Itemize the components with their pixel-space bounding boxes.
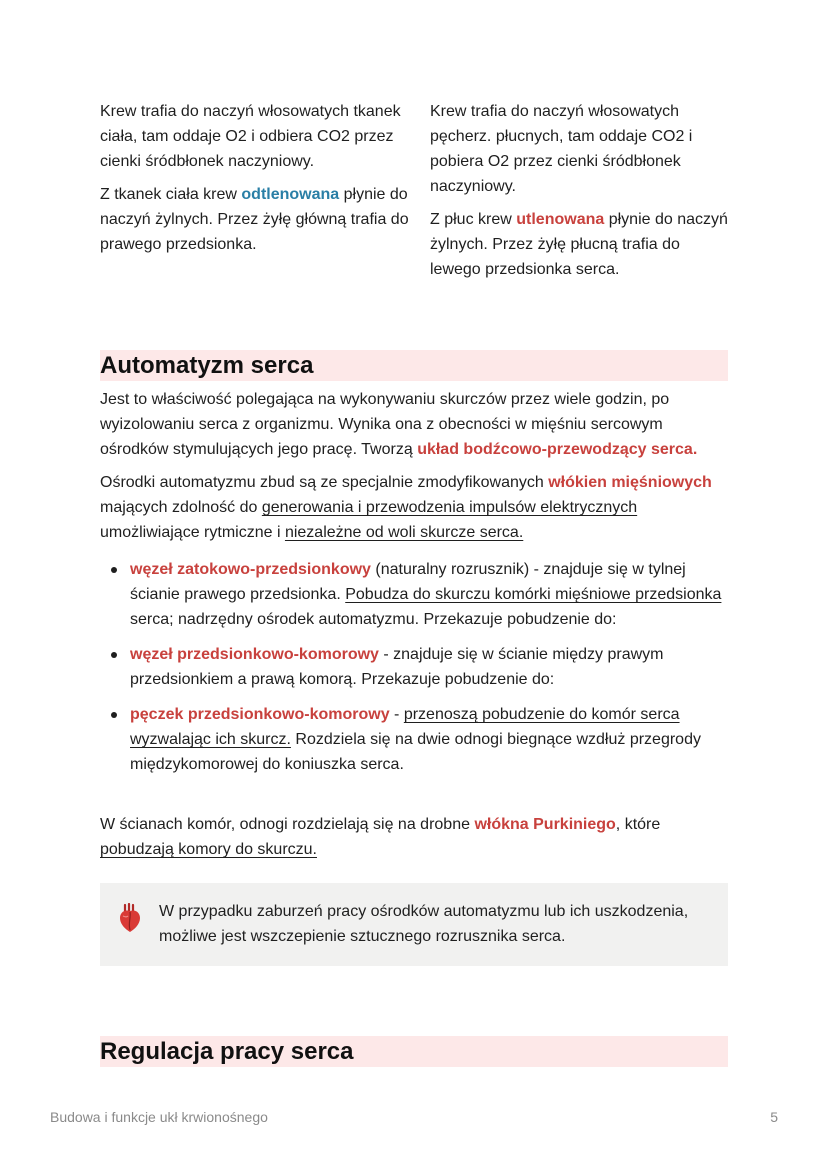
info-callout bbox=[100, 883, 728, 966]
page-number: 5 bbox=[770, 1109, 778, 1125]
page-footer bbox=[50, 1109, 778, 1125]
callout-text: W przypadku zaburzeń pracy ośrodków automatyzmu lub ich uszkodzenia, możliwe jest wszczepienie sztucznego rozrusznika serca. bbox=[159, 903, 689, 945]
left-paragraph-2: Z tkanek ciała krew odtlenowana płynie do naczyń żylnych. Przez żyłę główną trafia do prawego przedsionka. bbox=[100, 186, 409, 253]
list-item-sa-node: węzeł zatokowo-przedsionkowy (naturalny rozrusznik) - znajduje się w tylnej ścianie prawego przedsionka. Pobudza do skurczu komórki mięśniowe przedsionka serca; nadrzędny ośrodek automatyzmu. Przekazuje pobudzenie do: bbox=[100, 557, 728, 632]
muscle-fibers-term: włókien mięśniowych bbox=[548, 474, 712, 491]
systemic-circulation-column bbox=[100, 99, 430, 282]
anatomical-heart-icon bbox=[118, 903, 142, 933]
right-paragraph-2: Z płuc krew utlenowana płynie do naczyń żylnych. Przez żyłę płucną trafia do lewego przedsionka serca. bbox=[430, 211, 728, 278]
oxygenated-term: utlenowana bbox=[516, 211, 605, 228]
pulmonary-circulation-column bbox=[430, 99, 728, 282]
deoxygenated-term: odtlenowana bbox=[241, 186, 340, 203]
left-paragraph-1: Krew trafia do naczyń włosowatych tkanek ciała, tam oddaje O2 i odbiera CO2 przez cienki śródbłonek naczyniowy. bbox=[100, 103, 401, 170]
purkinje-paragraph: W ścianach komór, odnogi rozdzielają się na drobne włókna Purkiniego, które pobudzają komory do skurczu. bbox=[100, 816, 661, 858]
purkinje-term: włókna Purkiniego bbox=[474, 816, 616, 833]
underlined-phrase: niezależne od woli skurcze serca. bbox=[284, 524, 524, 541]
intro-paragraph-2: Ośrodki automatyzmu zbud są ze specjalnie zmodyfikowanych włókien mięśniowych mających zdolność do generowania i przewodzenia impulsów elektrycznych umożliwiające rytmiczne i niezależne od woli skurcze serca. bbox=[100, 474, 712, 541]
intro-paragraph-1: Jest to właściwość polegająca na wykonywaniu skurczów przez wiele godzin, po wyizolowaniu serca z organizmu. Wynika ona z obecności w mięśniu sercowym ośrodków stymulujących jego pracę. Tworzą układ bodźcowo-przewodzący serca. bbox=[100, 391, 698, 458]
comparison-columns bbox=[100, 99, 728, 282]
section-heading-automatyzm: Automatyzm serca bbox=[100, 350, 728, 381]
conduction-system-term: układ bodźcowo-przewodzący serca. bbox=[417, 441, 698, 458]
right-paragraph-1: Krew trafia do naczyń włosowatych pęcherz. płucnych, tam oddaje CO2 i pobiera O2 przez cienki śródbłonek naczyniowy. bbox=[430, 103, 693, 195]
list-item-av-node: węzeł przedsionkowo-komorowy - znajduje się w ścianie między prawym przedsionkiem a prawą komorą. Przekazuje pobudzenie do: bbox=[100, 642, 728, 692]
node-list bbox=[100, 557, 728, 787]
underlined-phrase: generowania i przewodzenia impulsów elektrycznych bbox=[261, 499, 638, 516]
footer-doc-title: Budowa i funkcje ukł krwionośnego bbox=[50, 1109, 268, 1125]
section-heading-regulacja: Regulacja pracy serca bbox=[100, 1036, 728, 1067]
list-item-his-bundle: pęczek przedsionkowo-komorowy - przenoszą pobudzenie do komór serca wyzwalając ich skurcz. Rozdziela się na dwie odnogi biegnące wzdłuż przegrody międzykomorowej do koniuszka serca. bbox=[100, 702, 728, 777]
